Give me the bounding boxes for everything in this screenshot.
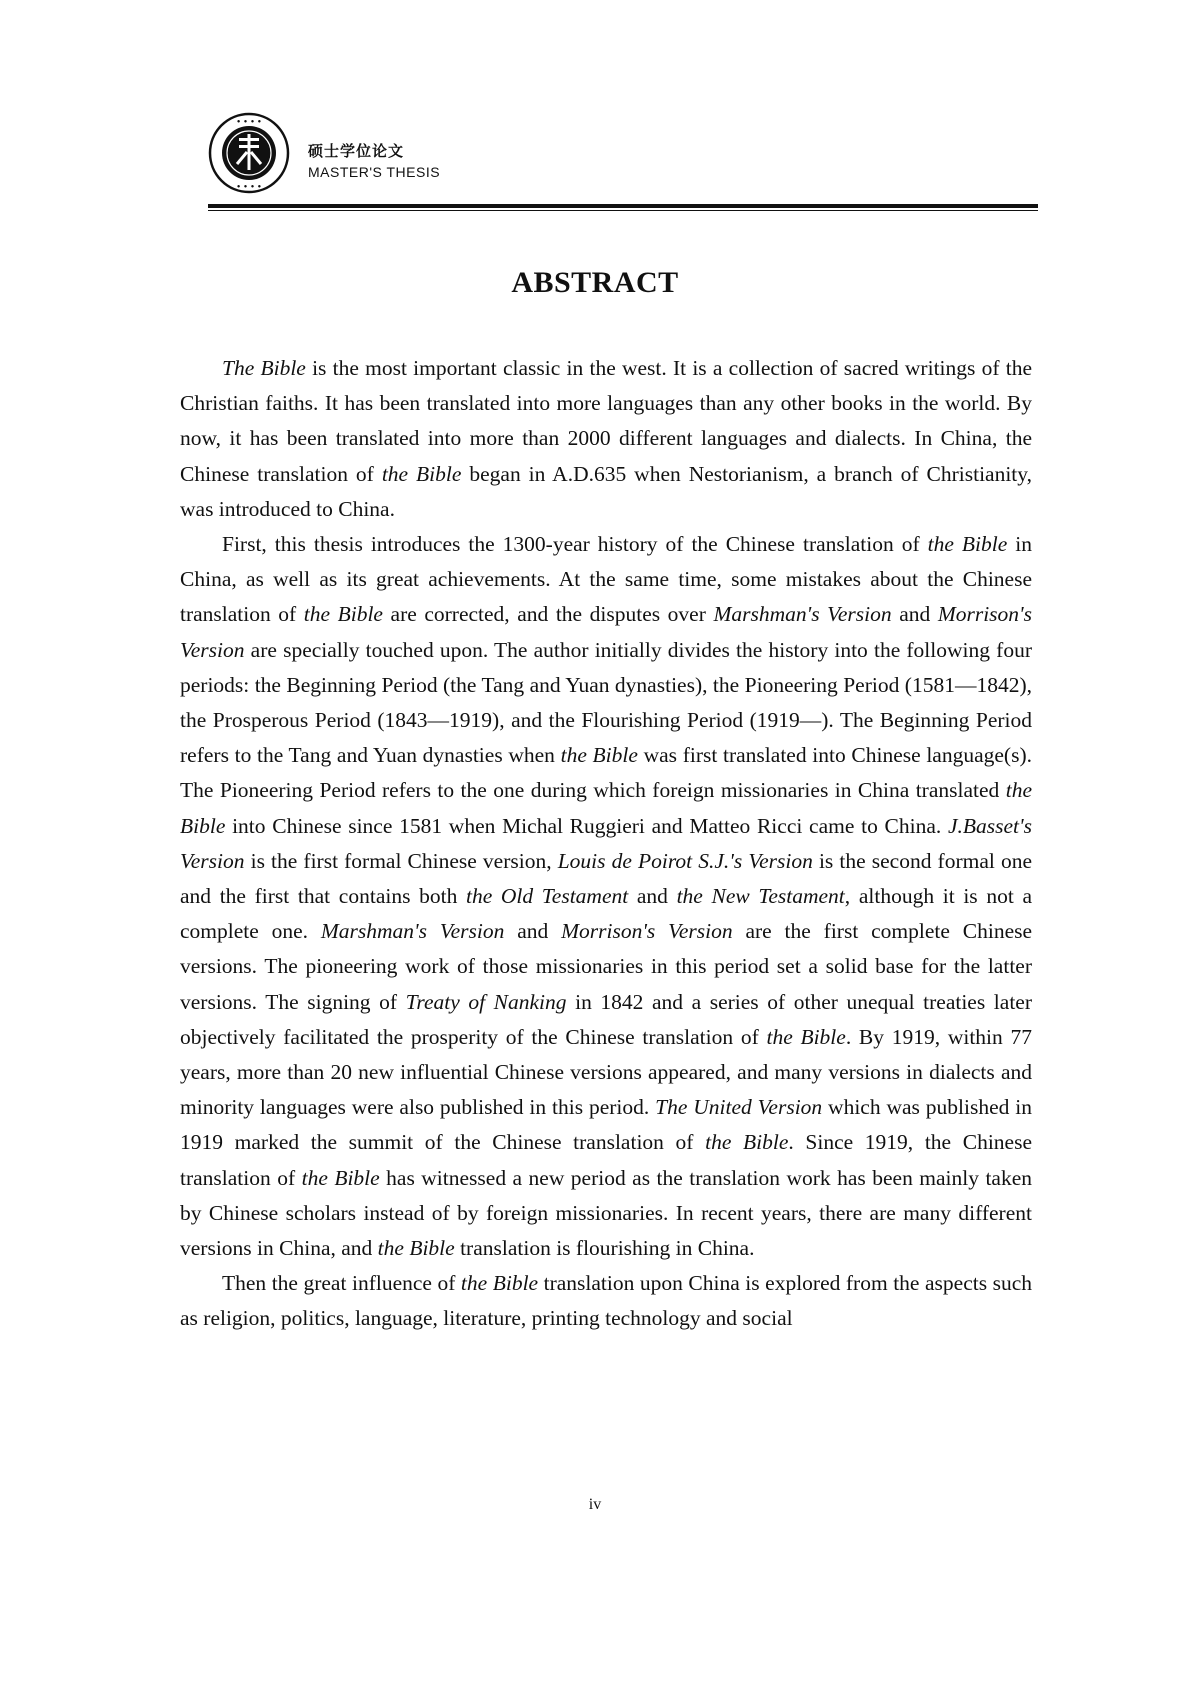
italic-title-text: Marshman's Version: [713, 602, 892, 627]
italic-title-text: Morrison's Version: [180, 602, 1033, 662]
body-text: is the most important classic in the west. It is a collection of sacred writings of the Christian faiths. It has been translated into more languages than any other books in the world. By now, it has been translated into more than 2000 different languages and dialects. In China, the Chinese translation of: [180, 356, 1033, 486]
italic-title-text: the Bible: [180, 778, 1032, 838]
body-text: Then the great influence of: [222, 1271, 461, 1296]
body-text: and: [628, 884, 677, 909]
page-title: ABSTRACT: [511, 266, 679, 299]
body-text: has witnessed a new period as the translation work has been mainly taken by Chinese scholars instead of by foreign missionaries. In recent years, there are many different versions in China, and: [180, 1165, 1033, 1261]
italic-title-text: the New Testament: [676, 884, 845, 909]
body-text: are the first complete Chinese versions. The pioneering work of those missionaries in this period set a solid base for the latter versions. The signing of: [180, 919, 1033, 1014]
italic-title-text: the Bible: [303, 602, 383, 627]
header-rule-thin: [208, 210, 1038, 211]
body-text: are corrected, and the disputes over: [382, 602, 714, 627]
italic-title-text: the Bible: [381, 461, 462, 486]
italic-title-text: the Bible: [377, 1236, 455, 1261]
body-text: . Since 1919, the Chinese translation of: [180, 1130, 1032, 1190]
body-text: was first translated into Chinese language(s). The Pioneering Period refers to the one during which foreign missionaries in China translated: [180, 743, 1032, 803]
italic-title-text: the Bible: [927, 532, 1008, 557]
body-text: translation upon China is explored from the aspects such as religion, politics, language, literature, printing technology and social: [180, 1271, 1033, 1331]
italic-title-text: the Bible: [766, 1024, 846, 1049]
paragraph-3: [180, 1266, 1032, 1336]
body-text: are specially touched upon. The author initially divides the history into the following four periods: the Beginning Period (the Tang and Yuan dynasties), the Pioneering Period (1581—1842), the Prosperous Period (1843—1919), and the Flourishing Period (1919—). The Beginning Period refers to the Tang and Yuan dynasties when: [180, 637, 1032, 768]
header-english-title: MASTER'S THESIS: [308, 164, 441, 180]
italic-title-text: the Bible: [460, 1271, 539, 1296]
italic-title-text: the Bible: [301, 1165, 380, 1190]
page-number: iv: [588, 1496, 602, 1513]
body-text: is the first formal Chinese version,: [244, 848, 558, 873]
body-text: is the second formal one and the first that contains both: [180, 848, 1033, 909]
paragraph-1: [180, 351, 1032, 527]
svg-text:• • • •: • • • •: [236, 118, 262, 126]
italic-title-text: The United Version: [655, 1095, 823, 1120]
page-header: [208, 112, 1038, 212]
svg-text:• • • •: • • • •: [236, 183, 262, 191]
body-text: in China, as well as its great achievements. At the same time, some mistakes about the Chinese translation of: [180, 532, 1033, 627]
university-seal-icon: [208, 112, 290, 194]
body-text: which was published in 1919 marked the summit of the Chinese translation of: [180, 1095, 1032, 1155]
italic-title-text: the Bible: [560, 743, 638, 768]
body-text: and: [891, 602, 938, 627]
italic-title-text: Louis de Poirot S.J.'s Version: [557, 848, 813, 873]
abstract-body: [180, 351, 1032, 1337]
body-text: began in A.D.635 when Nestorianism, a branch of Christianity, was introduced to China.: [180, 461, 1033, 521]
italic-title-text: Morrison's Version: [561, 919, 733, 944]
body-text: . By 1919, within 77 years, more than 20 new influential Chinese versions appeared, and many versions in dialects and minority languages were also published in this period.: [180, 1024, 1032, 1120]
italic-title-text: the Bible: [705, 1130, 789, 1155]
body-text: in 1842 and a series of other unequal treaties later objectively facilitated the prosperity of the Chinese translation of: [180, 989, 1032, 1049]
body-text: into Chinese since 1581 when Michal Ruggieri and Matteo Ricci came to China.: [225, 813, 948, 838]
body-text: , although it is not a complete one.: [180, 884, 1032, 944]
italic-title-text: J.Basset's Version: [180, 813, 1032, 873]
body-text: First, this thesis introduces the 1300-year history of the Chinese translation of: [222, 532, 928, 557]
header-rule-thick: [208, 204, 1038, 208]
italic-title-text: the Old Testament: [465, 884, 629, 909]
italic-title-text: Treaty of Nanking: [405, 989, 567, 1014]
paragraph-2: [180, 527, 1032, 1266]
italic-title-text: Marshman's Version: [320, 919, 505, 944]
body-text: and: [504, 919, 562, 944]
body-text: translation is flourishing in China.: [454, 1236, 755, 1261]
italic-title-text: The Bible: [222, 356, 306, 380]
header-chinese-title: 硕士学位论文: [308, 142, 405, 160]
